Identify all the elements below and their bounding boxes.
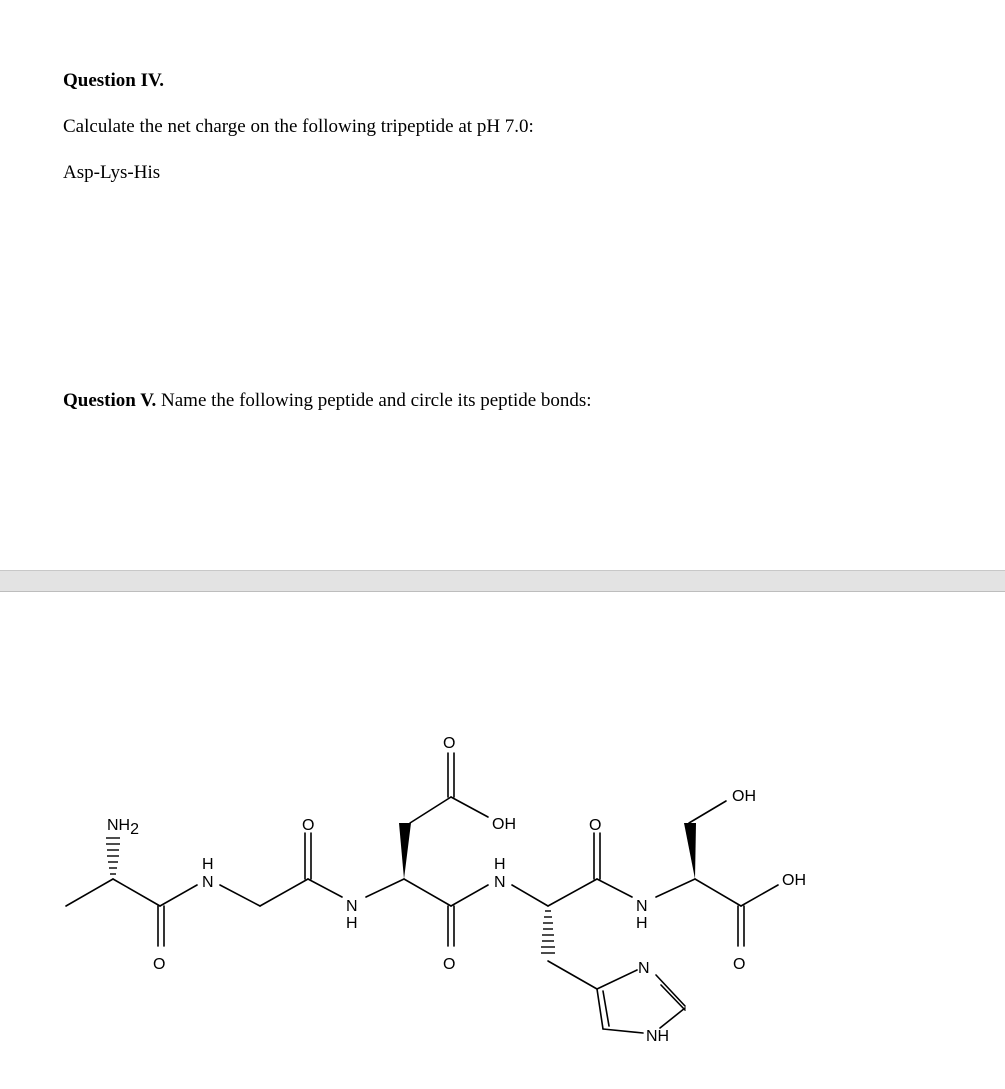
carbonyl-o-label: O [443, 735, 456, 752]
ring-nh-label: NH [646, 1028, 670, 1045]
amide-n-label: N [202, 874, 214, 891]
amide-h-label: H [494, 856, 506, 873]
carbonyl-o-label: O [443, 956, 456, 973]
peptide-structure [0, 593, 1005, 1089]
ring-n-label: N [638, 960, 650, 977]
carbonyl-o-label: O [733, 956, 746, 973]
peptide-structure-drawing [0, 593, 1005, 1089]
atom-labels [107, 735, 806, 1045]
question-iv-peptide: Asp-Lys-His [63, 162, 161, 183]
question-iv-prompt: Calculate the net charge on the following tripeptide at pH 7.0: [63, 116, 534, 137]
stereo-bonds [106, 823, 696, 953]
carboxyl-oh-label: OH [782, 872, 806, 889]
amine-nh2-label: NH2 [107, 817, 140, 838]
carbonyl-o-label: O [589, 817, 602, 834]
carbonyl-o-label: O [302, 817, 315, 834]
amide-n-label: N [346, 898, 358, 915]
amide-h-label: H [346, 915, 358, 932]
question-v-title: Question V. [63, 390, 157, 411]
question-iv-title: Question IV. [63, 70, 165, 91]
hydroxyl-oh-label: OH [492, 816, 516, 833]
amide-h-label: H [636, 915, 648, 932]
amide-n-label: N [636, 898, 648, 915]
question-v-prompt: Name the following peptide and circle its peptide bonds: [156, 390, 592, 411]
hydroxyl-oh-label: OH [732, 788, 756, 805]
carbonyl-o-label: O [153, 956, 166, 973]
structure-bonds [66, 753, 778, 1033]
page-divider [0, 570, 1005, 592]
amide-h-label: H [202, 856, 214, 873]
question-v [63, 390, 592, 412]
amide-n-label: N [494, 874, 506, 891]
